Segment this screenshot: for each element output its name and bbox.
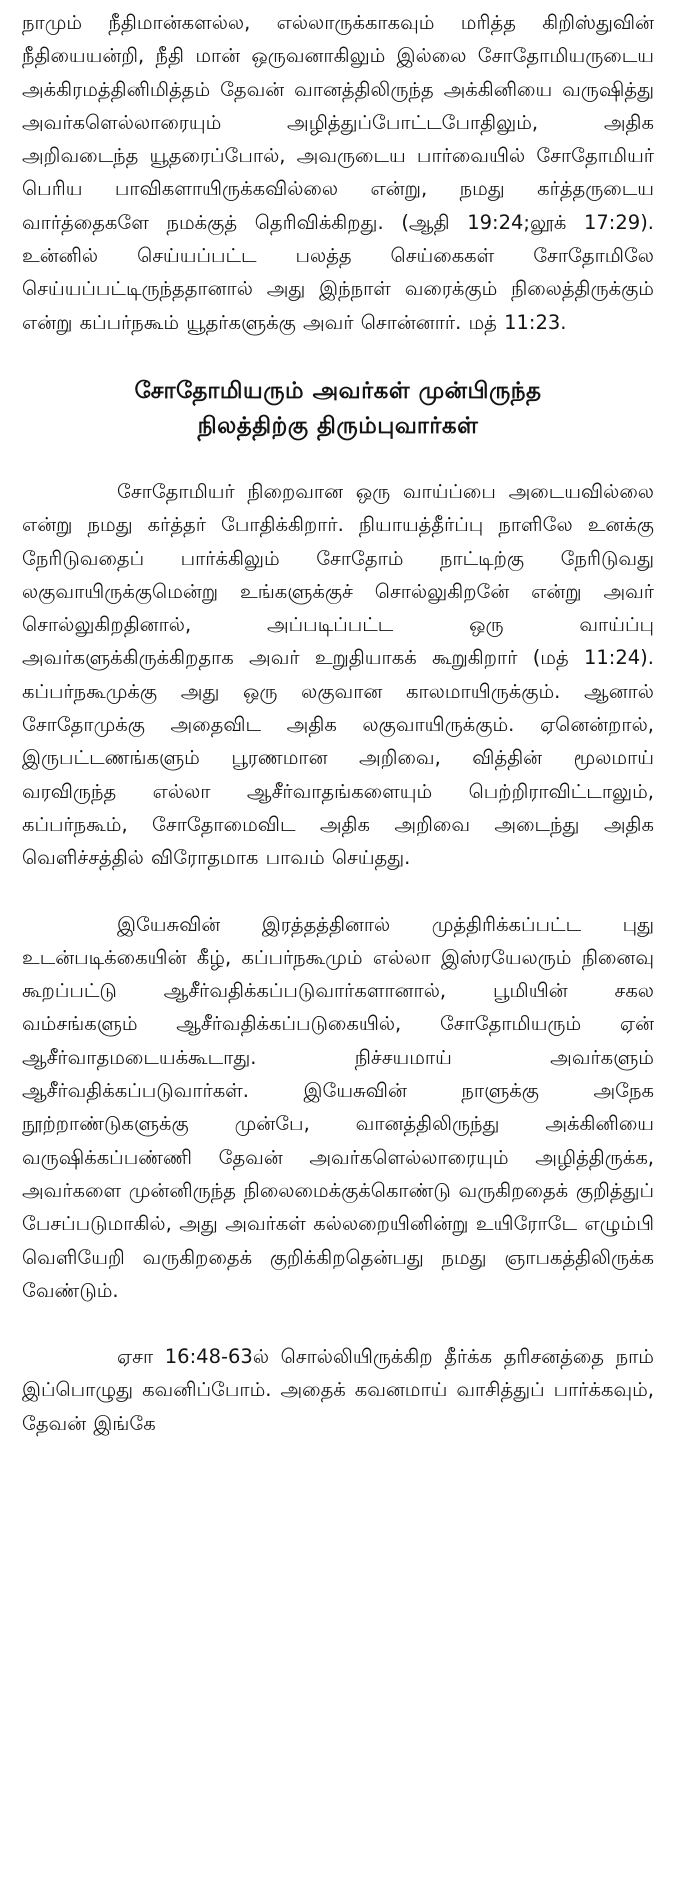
section-heading [22, 373, 654, 443]
section-heading-line-2: நிலத்திற்கு திரும்புவார்கள் [197, 411, 479, 439]
paragraph-intro: நாமும் நீதிமான்களல்ல, எல்லாருக்காகவும் மரித்த கிறிஸ்துவின் நீதியையன்றி, நீதி மான் ஒருவனாகிலும் இல்லை சோதோமியருடைய அக்கிரமத்தினிமித்தம் தேவன் வானத்திலிருந்த அக்கினியை வருஷித்து அவர்களெல்லாரையும் அழித்துப்போட்டபோதிலும், அதிக அறிவடைந்த யூதரைப்போல், அவருடைய பார்வையில் சோதோமியர் பெரிய பாவிகளாயிருக்கவில்லை என்று, நமது கர்த்தருடைய வார்த்தைகளே நமக்குத் தெரிவிக்கிறது. (ஆதி 19:24;லூக் 17:29). உன்னில் செய்யப்பட்ட பலத்த செய்கைகள் சோதோமிலே செய்யப்பட்டிருந்ததானால் அது இந்நாள் வரைக்கும் நிலைத்திருக்கும் என்று கப்பர்நகூம் யூதர்களுக்கு அவர் சொன்னார். மத் 11:23. [22, 11, 654, 334]
section-heading-line-1: சோதோமியரும் அவர்கள் முன்பிருந்த [134, 376, 542, 404]
paragraph-prophecy: ஏசா 16:48-63ல் சொல்லியிருக்கிற தீர்க்க தரிசனத்தை நாம் இப்பொழுது கவனிப்போம். அதைக் கவனமாய் வாசித்துப் பார்க்கவும், தேவன் இங்கே [22, 1345, 654, 1435]
document-page [22, 6, 654, 1440]
paragraph-sodomites-opportunity: சோதோமியர் நிறைவான ஒரு வாய்ப்பை அடையவில்லை என்று நமது கர்த்தர் போதிக்கிறார். நியாயத்தீர்ப்பு நாளிலே உனக்கு நேரிடுவதைப் பார்க்கிலும் சோதோம் நாட்டிற்கு நேரிடுவது லகுவாயிருக்குமென்று உங்களுக்குச் சொல்லுகிறனே் என்று அவர் சொல்லுகிறதினால், அப்படிப்பட்ட ஒரு வாய்ப்பு அவர்களுக்கிருக்கிறதாக அவர் உறுதியாகக் கூறுகிறார் (மத் 11:24). கப்பர்நகூமுக்கு அது ஒரு லகுவான காலமாயிருக்கும். ஆனால் சோதோமுக்கு அதைவிட அதிக லகுவாயிருக்கும். ஏனென்றால், இருபட்டணங்களும் பூரணமான அறிவை, வித்தின் மூலமாய் வரவிருந்த எல்லா ஆசீர்வாதங்களையும் பெற்றிராவிட்டாலும், கப்பர்நகூம், சோதோமைவிட அதிக அறிவை அடைந்து அதிக வெளிச்சத்தில் விரோதமாக பாவம் செய்தது. [22, 479, 654, 870]
paragraph-new-covenant: இயேசுவின் இரத்தத்தினால் முத்திரிக்கப்பட்ட புது உடன்படிக்கையின் கீழ், கப்பர்நகூமும் எல்லா இஸ்ரயேலரும் நினைவு கூறப்பட்டு ஆசீர்வதிக்கப்படுவார்களானால், பூமியின் சகல வம்சங்களும் ஆசீர்வதிக்கப்படுகையில், சோதோமியரும் ஏன் ஆசீர்வாதமடையக்கூடாது. நிச்சயமாய் அவர்களும் ஆசீர்வதிக்கப்படுவார்கள். இயேசுவின் நாளுக்கு அநேக நூற்றாண்டுகளுக்கு முன்பே, வானத்திலிருந்து அக்கினியை வருஷிக்கப்பண்ணி தேவன் அவர்களெல்லாரையும் அழித்திருக்க, அவர்களை முன்னிருந்த நிலைமைக்குக்கொண்டு வருகிறதைக் குறித்துப் பேசப்படுமாகில், அது அவர்கள் கல்லறையினின்று உயிரோடே எழும்பி வெளியேறி வருகிறதைக் குறிக்கிறதென்பது நமது ஞாபகத்திலிருக்க வேண்டும். [22, 912, 654, 1302]
